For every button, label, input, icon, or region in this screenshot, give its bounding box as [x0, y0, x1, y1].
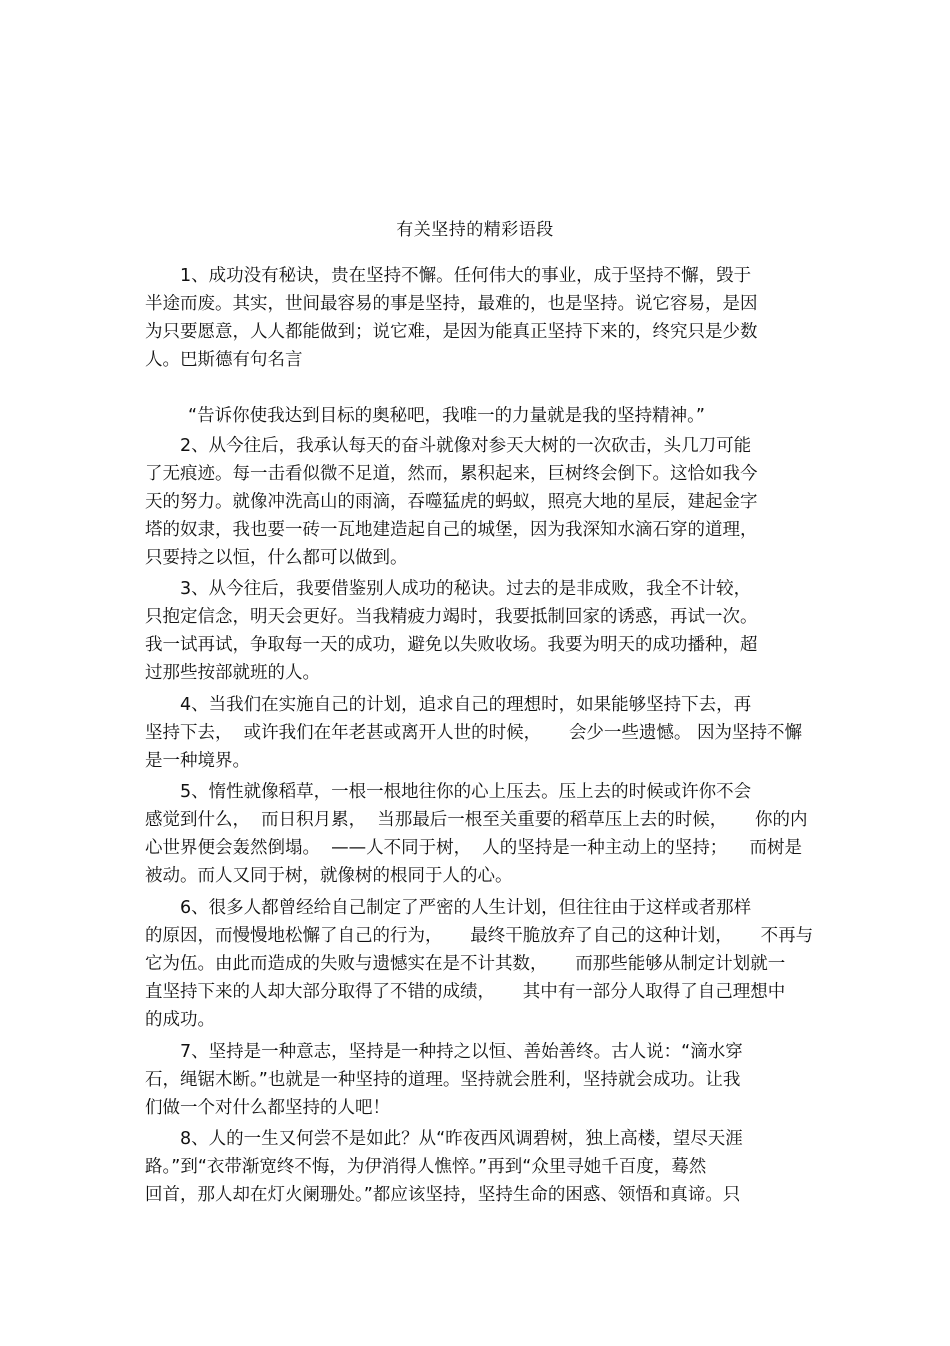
paragraph-1-line-1: 1、成功没有秘诀，贵在坚持不懈。任何伟大的事业，成于坚持不懈，毁于 [180, 266, 752, 286]
paragraph-3-line-3: 我一试再试，争取每一天的成功，避免以失败收场。我要为明天的成功播种，超 [145, 635, 758, 655]
paragraph-5-line-3: 心世界便会轰然倒塌。 ——人不同于树， 人的坚持是一种主动上的坚持； 而树是 [145, 838, 802, 858]
paragraph-7-line-2: 石，绳锯木断。”也就是一种坚持的道理。坚持就会胜利，坚持就会成功。让我 [145, 1070, 741, 1090]
paragraph-5-line-4: 被动。而人又同于树，就像树的根同于人的心。 [145, 866, 513, 886]
paragraph-6-line-5: 的成功。 [145, 1010, 215, 1030]
paragraph-2-line-1: 2、从今往后，我承认每天的奋斗就像对参天大树的一次砍击，头几刀可能 [180, 436, 752, 456]
paragraph-1-line-4: 人。巴斯德有句名言 [145, 350, 303, 370]
paragraph-1-line-3: 为只要愿意，人人都能做到；说它难，是因为能真正坚持下来的，终究只是少数 [145, 322, 758, 342]
paragraph-8-line-2: 路。”到“衣带渐宽终不悔，为伊消得人憔悴。”再到“众里寻她千百度，蓦然 [145, 1157, 707, 1177]
paragraph-6-line-4: 直坚持下来的人却大部分取得了不错的成绩， 其中有一部分人取得了自己理想中 [145, 982, 786, 1002]
quote-line: “告诉你使我达到目标的奥秘吧，我唯一的力量就是我的坚持精神。” [188, 406, 705, 426]
paragraph-3-line-1: 3、从今往后，我要借鉴别人成功的秘诀。过去的是非成败，我全不计较， [180, 579, 752, 599]
paragraph-6-line-2: 的原因，而慢慢地松懈了自己的行为， 最终干脆放弃了自己的这种计划， 不再与 [145, 926, 814, 946]
paragraph-6-line-1: 6、很多人都曾经给自己制定了严密的人生计划，但往往由于这样或者那样 [180, 898, 752, 918]
paragraph-3-line-2: 只抱定信念，明天会更好。当我精疲力竭时，我要抵制回家的诱惑，再试一次。 [145, 607, 758, 627]
paragraph-2-line-3: 天的努力。就像冲洗高山的雨滴，吞噬猛虎的蚂蚁，照亮大地的星辰，建起金字 [145, 492, 758, 512]
paragraph-5-line-2: 感觉到什么， 而日积月累， 当那最后一根至关重要的稻草压上去的时候， 你的内 [145, 810, 808, 830]
paragraph-8-line-1: 8、人的一生又何尝不是如此？从“昨夜西风调碧树，独上高楼，望尽天涯 [180, 1129, 743, 1149]
paragraph-8-line-3: 回首，那人却在灯火阑珊处。”都应该坚持，坚持生命的困惑、领悟和真谛。只 [145, 1185, 741, 1205]
paragraph-2-line-4: 塔的奴隶，我也要一砖一瓦地建造起自己的城堡，因为我深知水滴石穿的道理， [145, 520, 758, 540]
paragraph-1-line-2: 半途而废。其实，世间最容易的事是坚持，最难的，也是坚持。说它容易，是因 [145, 294, 758, 314]
paragraph-7-line-1: 7、坚持是一种意志，坚持是一种持之以恒、善始善终。古人说：“滴水穿 [180, 1042, 743, 1062]
paragraph-4-line-2: 坚持下去， 或许我们在年老甚或离开人世的时候， 会少一些遗憾。 因为坚持不懈 [145, 723, 802, 743]
paragraph-3-line-4: 过那些按部就班的人。 [145, 663, 320, 683]
paragraph-4-line-1: 4、当我们在实施自己的计划，追求自己的理想时，如果能够坚持下去，再 [180, 695, 752, 715]
page-title: 有关坚持的精彩语段 [396, 220, 554, 240]
paragraph-2-line-2: 了无痕迹。每一击看似微不足道，然而，累积起来，巨树终会倒下。这恰如我今 [145, 464, 758, 484]
paragraph-6-line-3: 它为伍。由此而造成的失败与遗憾实在是不计其数， 而那些能够从制定计划就一 [145, 954, 786, 974]
paragraph-5-line-1: 5、惰性就像稻草，一根一根地往你的心上压去。压上去的时候或许你不会 [180, 782, 752, 802]
paragraph-4-line-3: 是一种境界。 [145, 751, 250, 771]
paragraph-7-line-3: 们做一个对什么都坚持的人吧！ [145, 1098, 390, 1118]
paragraph-2-line-5: 只要持之以恒，什么都可以做到。 [145, 548, 408, 568]
